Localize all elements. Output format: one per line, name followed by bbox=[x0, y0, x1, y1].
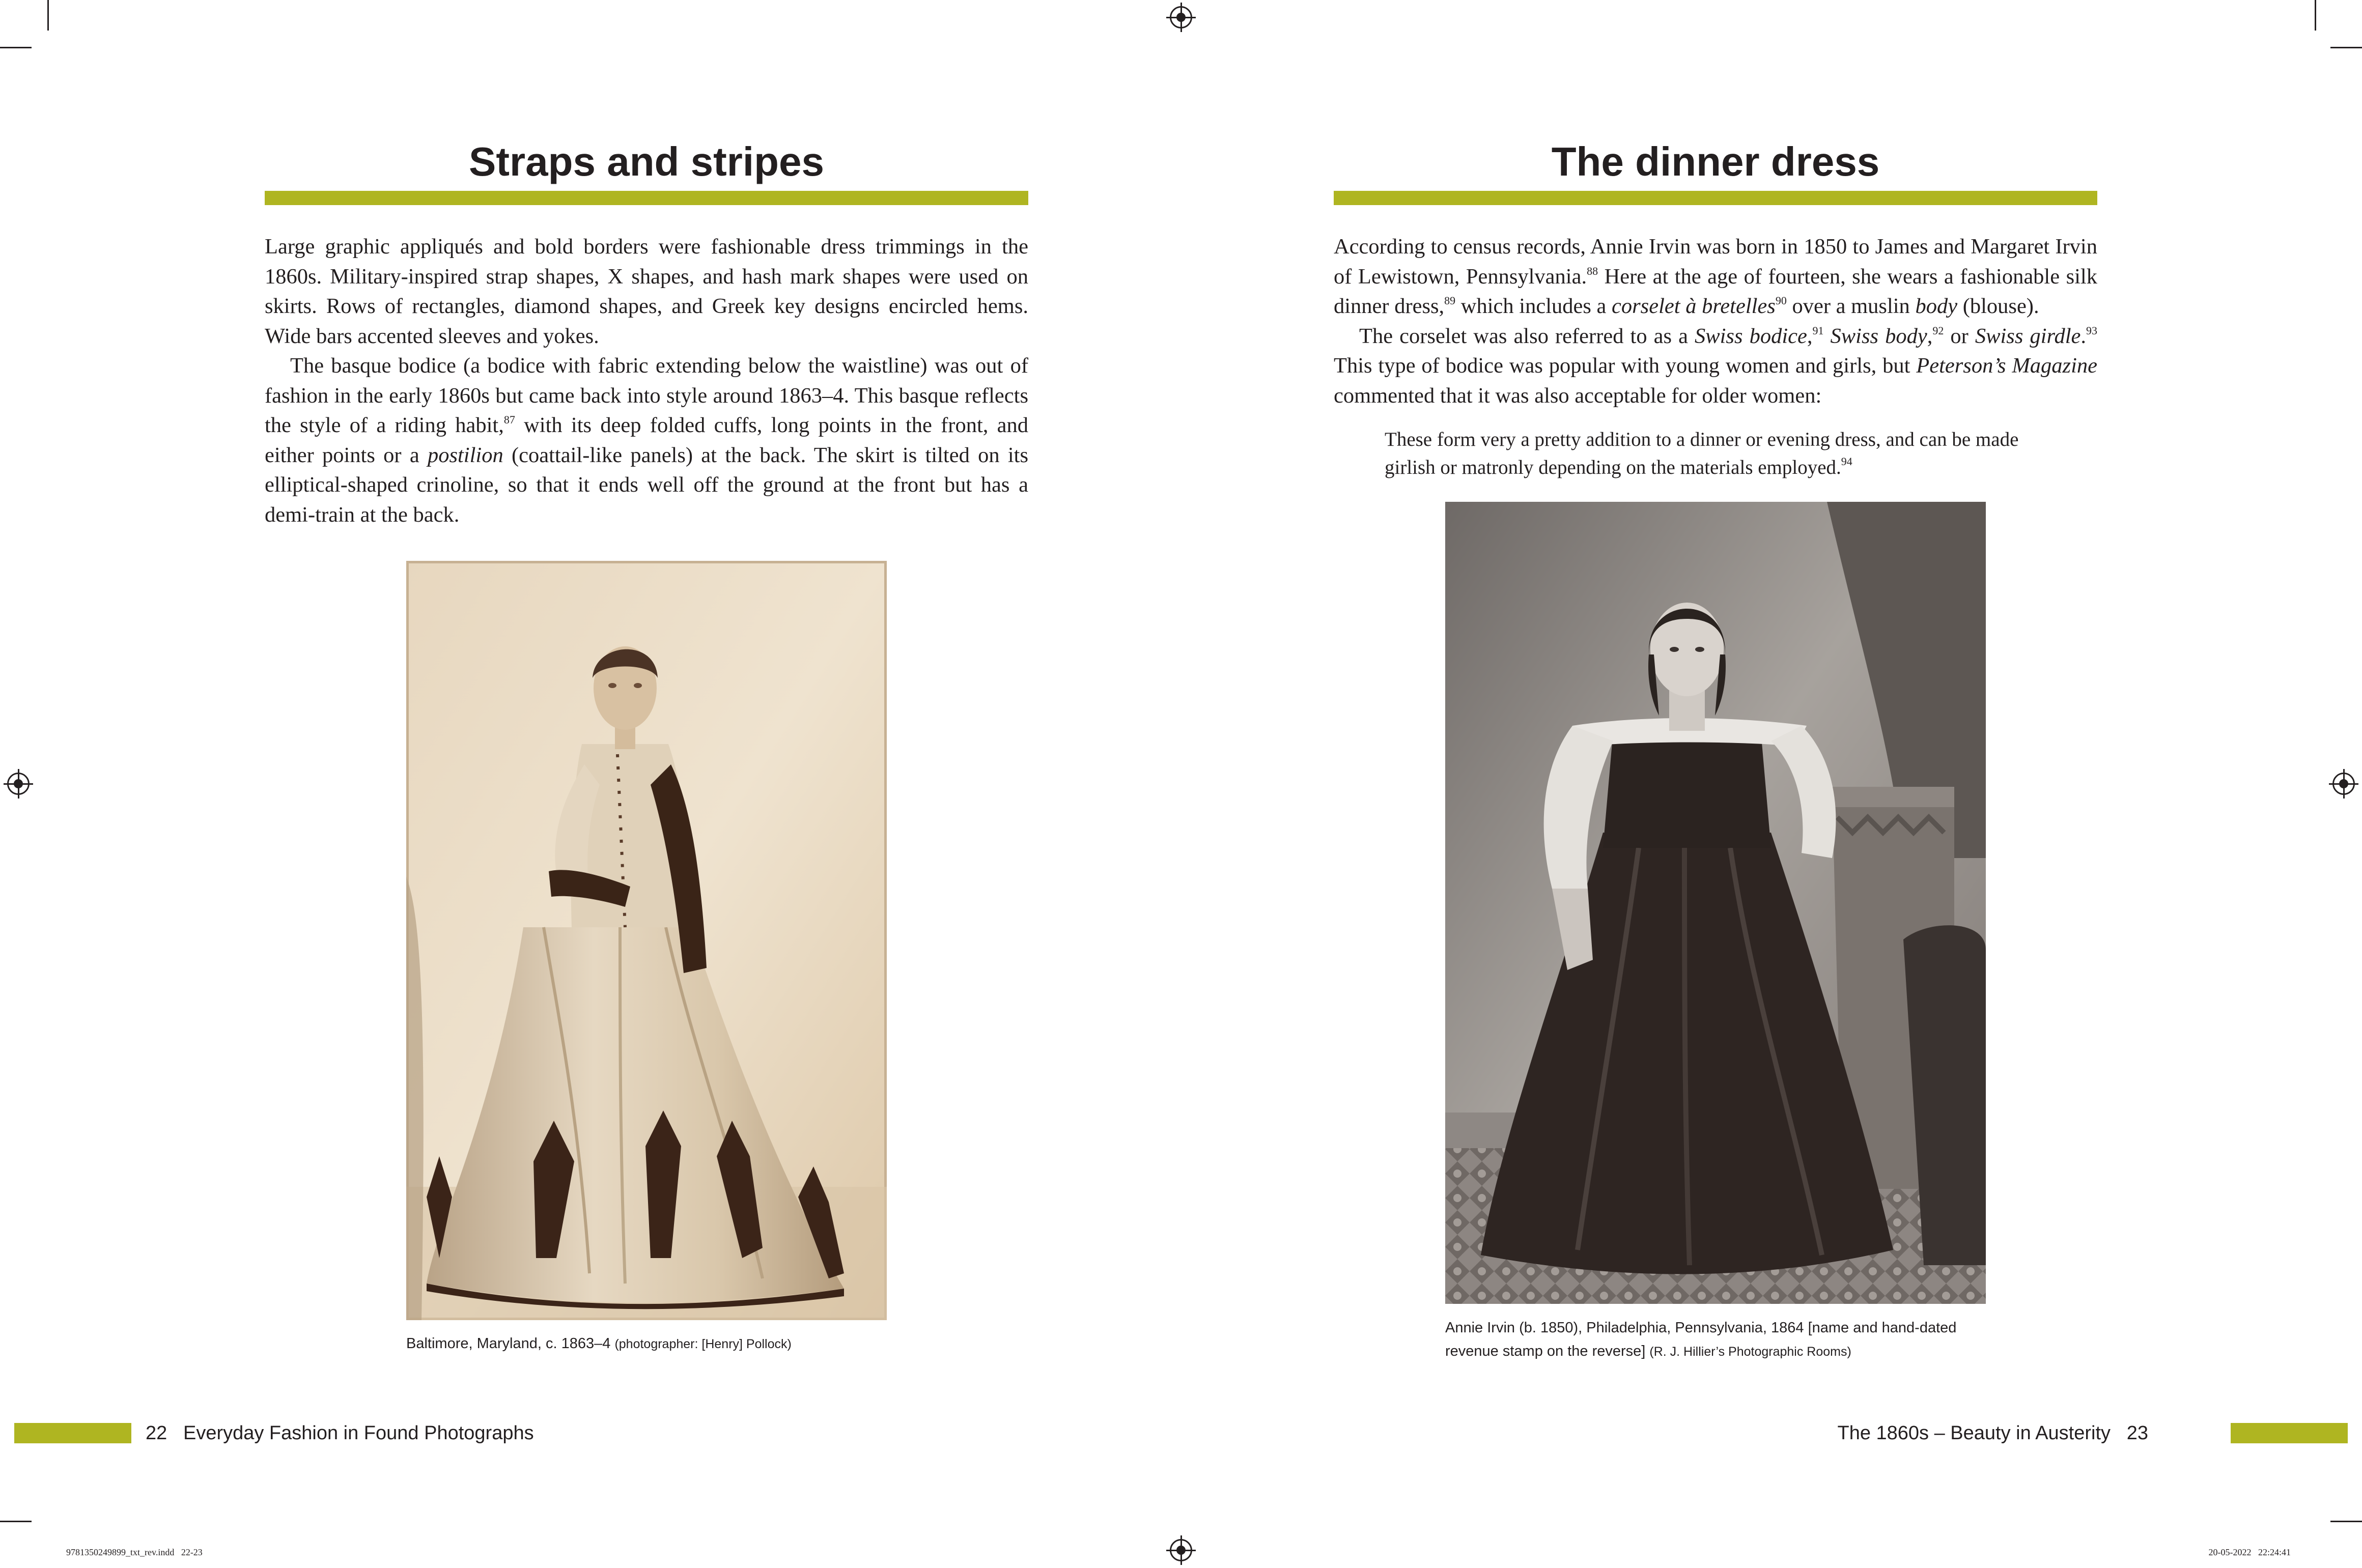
text-run: with its deep folded cuffs, long points in the front, and either points or a bbox=[265, 413, 1028, 467]
italic-term: postilion bbox=[427, 443, 503, 467]
text-run: The corselet was also referred to as a bbox=[1359, 324, 1695, 348]
left-photo-caption bbox=[406, 1332, 915, 1356]
slug-file-info: 9781350249899_txt_rev.indd 22-23 bbox=[66, 1547, 203, 1557]
italic-term: body bbox=[1915, 294, 1958, 318]
text-run: (coattail-like panels) at the back. The skirt is tilted on its elliptical-shaped crinoline, so that it ends well off the ground at the front but has a demi-train at the back. bbox=[265, 443, 1028, 527]
text-run: over a muslin bbox=[1786, 294, 1916, 318]
registration-mark bbox=[1170, 6, 1192, 28]
right-paragraph-2: The corselet was also referred to as a Swiss bodice,$^{91}$ Swiss body,$^{92}$ or Swiss girdle.$^{93}$ This type of bodice was popular with young women and girls, but Peterson’s Magazine commented that it was also acceptable for older women: bbox=[1334, 324, 2097, 408]
right-photo-caption bbox=[1445, 1316, 1986, 1363]
text-run: Here at the age of fourteen, she wears a fashionable silk dinner dress, bbox=[1334, 264, 2097, 318]
running-title: Everyday Fashion in Found Photographs bbox=[183, 1422, 534, 1444]
footnote-ref: 88 bbox=[1587, 264, 1598, 277]
running-title: The 1860s – Beauty in Austerity bbox=[1837, 1422, 2111, 1444]
slug-date-info: 20-05-2022 22:24:41 bbox=[2208, 1547, 2291, 1557]
right-body-text bbox=[1334, 232, 2097, 411]
italic-term: Swiss bodice bbox=[1695, 324, 1807, 348]
right-page-heading: The dinner dress bbox=[1551, 139, 1880, 184]
left-heading-rule bbox=[265, 191, 1028, 205]
left-photograph bbox=[406, 561, 887, 1320]
crop-mark bbox=[2330, 1521, 2362, 1522]
right-photograph-image bbox=[1445, 502, 1986, 1304]
left-folio bbox=[146, 1420, 604, 1446]
text-run bbox=[1823, 324, 1830, 348]
registration-mark bbox=[7, 773, 30, 795]
text-run: According to census records, Annie Irvin was born in 1850 to James and Margaret Irvin of Lewistown, Pennsylvania. bbox=[1334, 235, 2097, 289]
crop-mark bbox=[2330, 47, 2362, 48]
caption-text: Baltimore, Maryland, c. 1863–4 bbox=[406, 1335, 615, 1352]
footnote-ref: 90 bbox=[1775, 294, 1787, 307]
right-folio bbox=[1731, 1420, 2148, 1446]
right-paragraph-1 bbox=[1334, 232, 2097, 322]
crop-mark bbox=[0, 47, 32, 48]
left-page-heading: Straps and stripes bbox=[468, 139, 824, 184]
page-number: 23 bbox=[2126, 1422, 2148, 1444]
caption-text: Annie Irvin (b. 1850), Philadelphia, Pennsylvania, 1864 [name and hand-dated revenue stamp on the reverse] bbox=[1445, 1320, 1957, 1359]
registration-mark bbox=[1170, 1539, 1192, 1561]
footnote-ref: 92 bbox=[1932, 324, 1944, 337]
italic-term: Peterson’s Magazine bbox=[1916, 354, 2097, 378]
left-body-text bbox=[265, 232, 1028, 530]
right-folio-bar bbox=[2231, 1423, 2348, 1443]
crop-mark bbox=[2315, 0, 2316, 31]
left-folio-bar bbox=[14, 1423, 131, 1443]
left-paragraph-1: Large graphic appliqués and bold borders were fashionable dress trimmings in the 1860s. Military-inspired strap shapes, X shapes, and hash mark shapes were used on skirts. Rows of rectangles, diamond shapes, and Greek key designs encircled hems. Wide bars accented sleeves and yokes. bbox=[265, 235, 1028, 348]
footnote-ref: 87 bbox=[503, 413, 515, 426]
footnote-ref: 91 bbox=[1812, 324, 1824, 337]
italic-term: corselet à bretelles bbox=[1612, 294, 1776, 318]
text-run: (blouse). bbox=[1957, 294, 2039, 318]
right-heading-rule bbox=[1334, 191, 2097, 205]
registration-mark bbox=[2332, 773, 2355, 795]
left-photograph-image bbox=[406, 561, 887, 1320]
crop-mark bbox=[0, 1521, 32, 1522]
caption-credit: (photographer: [Henry] Pollock) bbox=[614, 1337, 792, 1351]
crop-mark bbox=[47, 0, 49, 31]
footnote-ref: 93 bbox=[2086, 324, 2097, 337]
right-photograph bbox=[1445, 502, 1986, 1304]
text-run: or bbox=[1944, 324, 1975, 348]
quote-text: These form very a pretty addition to a dinner or evening dress, and can be made girlish or matronly depending on the materials employed. bbox=[1385, 429, 2019, 478]
text-run: This type of bodice was popular with young women and girls, but bbox=[1334, 354, 1917, 378]
caption-credit: (R. J. Hillier’s Photographic Rooms) bbox=[1649, 1345, 1851, 1359]
text-run: which includes a bbox=[1455, 294, 1612, 318]
footnote-ref: 94 bbox=[1841, 455, 1852, 468]
page-number: 22 bbox=[146, 1422, 167, 1444]
footnote-ref: 89 bbox=[1444, 294, 1456, 307]
block-quote bbox=[1385, 425, 2046, 481]
italic-term: Swiss girdle bbox=[1975, 324, 2081, 348]
left-paragraph-2 bbox=[265, 351, 1028, 530]
text-run: The basque bodice (a bodice with fabric extending below the waistline) was out of fashion in the early 1860s but came back into style around 1863–4. This basque reflects the style of a riding habit, bbox=[265, 354, 1028, 437]
italic-term: Swiss body bbox=[1830, 324, 1927, 348]
text-run: commented that it was also acceptable for older women: bbox=[1334, 383, 1822, 408]
